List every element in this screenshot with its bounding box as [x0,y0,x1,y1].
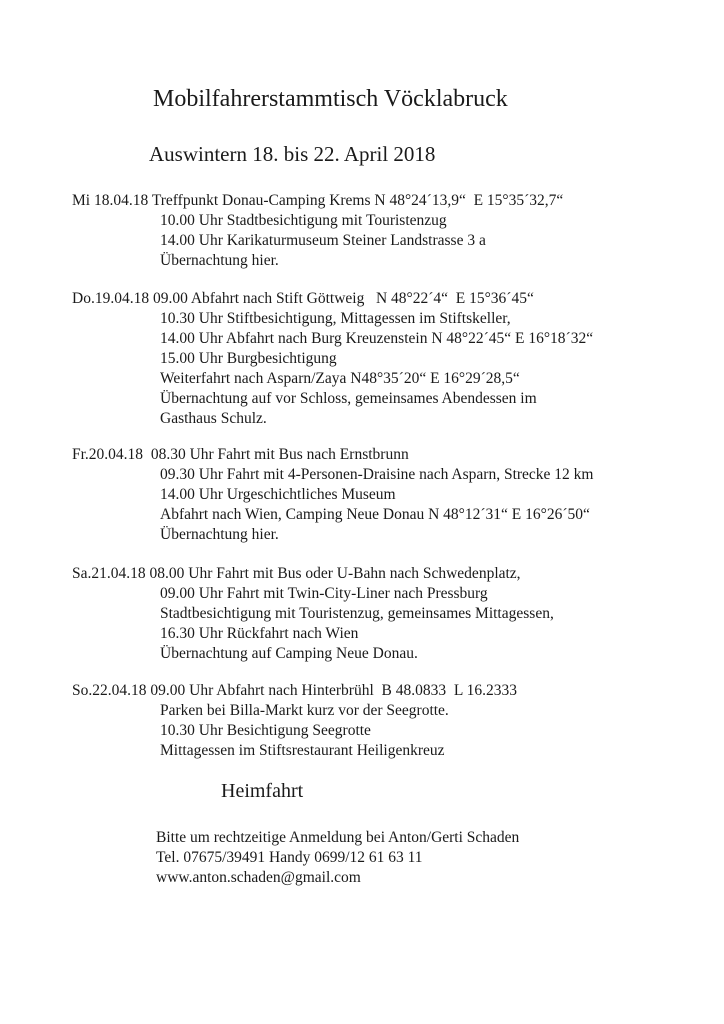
itinerary-day-3 [72,445,712,545]
contact-block [156,828,519,888]
day-first-entry: 09.00 Abfahrt nach Stift Göttweig N 48°22´4“ E 15°36´45“ [149,290,534,307]
day-entry: Abfahrt nach Wien, Camping Neue Donau N 48°12´31“ E 16°26´50“ [160,506,590,523]
day-date: Mi 18.04.18 [72,192,149,209]
heimfahrt-heading: Heimfahrt [221,780,304,802]
itinerary-day-5 [72,681,712,761]
day-entry: 14.00 Uhr Abfahrt nach Burg Kreuzenstein N 48°22´45“ E 16°18´32“ [160,330,594,347]
day-entry: 15.00 Uhr Burgbesichtigung [160,350,337,367]
document-subtitle: Auswintern 18. bis 22. April 2018 [149,142,436,166]
itinerary-day-1 [72,191,712,271]
document-title: Mobilfahrerstammtisch Vöcklabruck [153,86,508,112]
day-date: So.22.04.18 [72,682,147,699]
day-entry: Weiterfahrt nach Asparn/Zaya N48°35´20“ E 16°29´28,5“ [160,370,520,387]
day-entry: 14.00 Uhr Urgeschichtliches Museum [160,486,396,503]
day-entry: 16.30 Uhr Rückfahrt nach Wien [160,625,359,642]
contact-email: www.anton.schaden@gmail.com [156,869,361,886]
day-first-entry: 08.30 Uhr Fahrt mit Bus nach Ernstbrunn [143,446,409,463]
contact-registration: Bitte um rechtzeitige Anmeldung bei Anton/Gerti Schaden [156,829,520,846]
day-entry: Gasthaus Schulz. [160,410,267,427]
day-entry: Übernachtung hier. [160,526,279,543]
day-first-entry: 08.00 Uhr Fahrt mit Bus oder U-Bahn nach Schwedenplatz, [145,565,521,582]
day-entry: 10.30 Uhr Besichtigung Seegrotte [160,722,371,739]
day-entry: Stadtbesichtigung mit Touristenzug, gemeinsames Mittagessen, [160,605,554,622]
day-entry: 10.00 Uhr Stadtbesichtigung mit Touristenzug [160,212,447,229]
day-entry: 10.30 Uhr Stiftbesichtigung, Mittagessen im Stiftskeller, [160,310,511,327]
day-first-entry: 09.00 Uhr Abfahrt nach Hinterbrühl B 48.0833 L 16.2333 [146,682,518,699]
itinerary-day-4 [72,564,712,664]
contact-phone: Tel. 07675/39491 Handy 0699/12 61 63 11 [156,849,423,866]
day-entry: Parken bei Billa-Markt kurz vor der Seegrotte. [160,702,449,719]
day-first-entry: Treffpunkt Donau-Camping Krems N 48°24´13,9“ E 15°35´32,7“ [148,192,564,209]
day-entry: Übernachtung auf vor Schloss, gemeinsames Abendessen im [160,390,537,407]
itinerary-day-2 [72,289,712,429]
day-entry: 09.00 Uhr Fahrt mit Twin-City-Liner nach Pressburg [160,585,488,602]
day-entry: Mittagessen im Stiftsrestaurant Heiligenkreuz [160,742,445,759]
day-date: Fr.20.04.18 [72,446,144,463]
day-entry: Übernachtung auf Camping Neue Donau. [160,645,418,662]
day-entry: 14.00 Uhr Karikaturmuseum Steiner Landstrasse 3 a [160,232,486,249]
day-entry: Übernachtung hier. [160,252,279,269]
day-date: Sa.21.04.18 [72,565,146,582]
day-date: Do.19.04.18 [72,290,150,307]
day-entry: 09.30 Uhr Fahrt mit 4-Personen-Draisine nach Asparn, Strecke 12 km [160,466,594,483]
